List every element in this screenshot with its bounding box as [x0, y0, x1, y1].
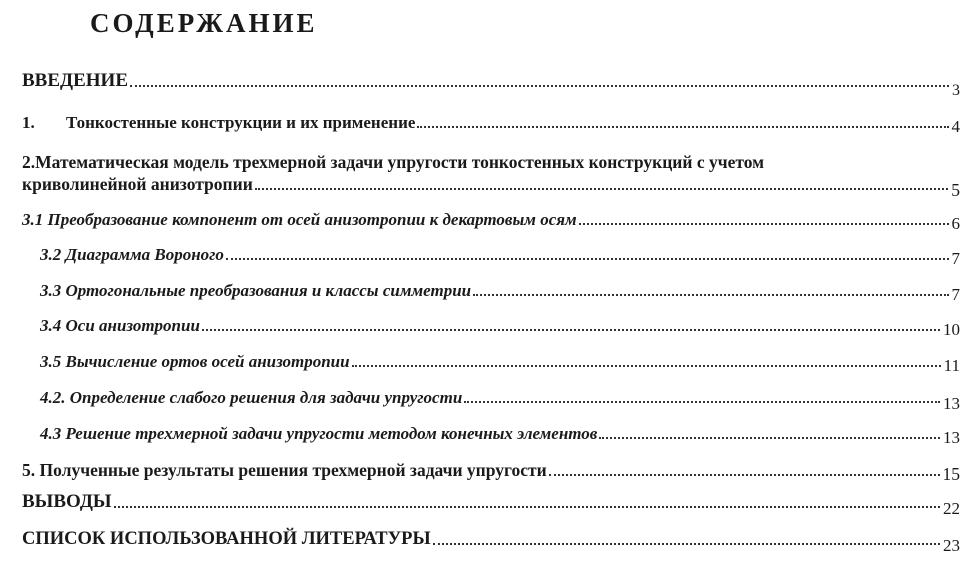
toc-leader-dots [433, 543, 940, 545]
page-title: СОДЕРЖАНИЕ [90, 8, 318, 38]
toc-page-number: 7 [951, 249, 960, 268]
toc-entry-text: СПИСОК ИСПОЛЬЗОВАННОЙ ЛИТЕРАТУРЫ [22, 529, 431, 549]
toc-leader-dots [579, 223, 949, 225]
toc-page-number: 23 [943, 536, 960, 555]
toc-page-number: 15 [942, 464, 960, 484]
toc-page-number: 6 [951, 214, 960, 233]
toc-entry-text: 5. Полученные результаты решения трехмерной задачи упругости [22, 460, 547, 480]
toc-entry-text: 3.1 Преобразование компонент от осей анизотропии к декартовым осям [22, 210, 577, 229]
toc-entry-text: ВВЕДЕНИЕ [22, 70, 128, 91]
toc-entry-3-4[interactable] [40, 316, 960, 339]
toc-entry-math-model-line1[interactable]: 2.Математическая модель трехмерной задачи упругости тонкостенных конструкций с учетом [22, 152, 765, 172]
toc-entry-3-1[interactable] [22, 210, 960, 233]
toc-entry-text: криволинейной анизотропии [22, 174, 253, 194]
toc-entry-text: 4.2. Определение слабого решения для задачи упругости [40, 388, 463, 407]
toc-entry-text: ВЫВОДЫ [22, 491, 112, 512]
toc-entry-results[interactable] [22, 460, 960, 484]
toc-page-number: 13 [943, 428, 960, 447]
toc-entry-3-3[interactable] [40, 281, 960, 304]
toc-leader-dots [464, 401, 940, 403]
toc-page-number: 10 [943, 320, 960, 339]
toc-leader-dots [130, 85, 949, 87]
toc-leader-dots [226, 258, 949, 260]
toc-entry-text: 4.3 Решение трехмерной задачи упругости методом конечных элементов [40, 424, 598, 443]
toc-entry-number: 1. [22, 113, 35, 132]
toc-page-number: 13 [943, 394, 960, 413]
toc-entry-4-3[interactable] [40, 424, 960, 447]
toc-leader-dots [352, 365, 941, 367]
toc-entry-3-5[interactable] [40, 352, 960, 375]
toc-leader-dots [202, 329, 940, 331]
toc-leader-dots [599, 437, 940, 439]
toc-entry-text: Тонкостенные конструкции и их применение [66, 113, 416, 132]
toc-leader-dots [473, 294, 948, 296]
toc-entry-text: 3.5 Вычисление ортов осей анизотропии [40, 352, 350, 371]
toc-page-number: 7 [951, 285, 960, 304]
toc-page-number: 4 [951, 117, 960, 136]
toc-entry-text: 3.3 Ортогональные преобразования и классы симметрии [40, 281, 472, 300]
toc-entry-4-2[interactable] [40, 388, 960, 413]
toc-leader-dots [255, 188, 948, 190]
toc-entry-math-model[interactable] [22, 174, 960, 200]
toc-page-number: 5 [951, 180, 960, 200]
toc-page-number: 22 [943, 499, 960, 518]
toc-entry-3-2[interactable] [40, 245, 960, 268]
toc-page-number: 3 [952, 82, 960, 99]
toc-entry-text: 3.4 Оси анизотропии [40, 316, 200, 335]
toc-page-number: 11 [943, 356, 960, 375]
toc-entry-introduction[interactable] [22, 70, 960, 99]
toc-entry-conclusions[interactable] [22, 491, 960, 518]
toc-leader-dots [417, 126, 948, 128]
toc-entry-thin-walled[interactable] [22, 113, 960, 136]
toc-entry-references[interactable] [22, 529, 960, 555]
toc-leader-dots [549, 474, 940, 476]
toc-leader-dots [114, 506, 940, 508]
toc-entry-text: 3.2 Диаграмма Вороного [40, 245, 224, 264]
